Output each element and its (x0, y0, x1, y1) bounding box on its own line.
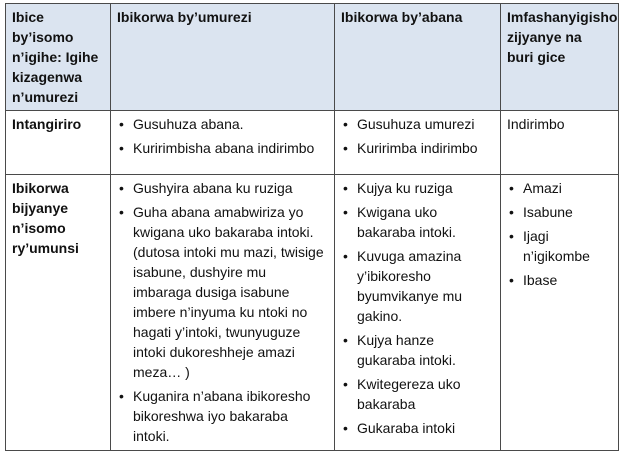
materials-list (507, 178, 612, 290)
learner-activities-list (341, 178, 494, 438)
list-item: • Guha abana amabwiriza yo kwigana uko bakaraba intoki. (dutosa intoki mu mazi, twisige isabune, dushyire mu imbaraga dusiga isabune imbere n’inyuma ku ntoki no hagati y’intoki, twunyuguze intoki dukoreshheje amazi meza… ) (117, 202, 328, 382)
teacher-activities-list (117, 178, 328, 446)
learner-activities-cell (335, 111, 501, 175)
table-header (6, 4, 619, 111)
stage-cell: Ibikorwa bijyanye n’isomo ry’umunsi (6, 175, 111, 451)
teacher-activities-cell (111, 175, 335, 451)
list-item: • Kwitegereza uko bakaraba (341, 374, 494, 414)
materials-cell (501, 175, 619, 451)
header-learner-activities: Ibikorwa by’abana (335, 4, 501, 111)
stage-cell: Intangiriro (6, 111, 111, 175)
list-item: • Kujya hanze gukaraba intoki. (341, 330, 494, 370)
table-row (6, 175, 619, 451)
list-item: • Ijagi n’igikombe (507, 226, 612, 266)
materials-cell: Indirimbo (501, 111, 619, 175)
list-item: • Kuganira n’abana ibikoresho bikoreshwa iyo bakaraba intoki. (117, 386, 328, 446)
header-materials: Imfashanyigisho zijyanye na buri gice (501, 4, 619, 111)
header-teacher-activities: Ibikorwa by’umurezi (111, 4, 335, 111)
teacher-activities-cell (111, 111, 335, 175)
list-item: • Kwigana uko bakaraba intoki. (341, 202, 494, 242)
list-item: • Kuririmba indirimbo (341, 138, 494, 158)
lesson-plan-table (5, 3, 619, 451)
learner-activities-list (341, 114, 494, 158)
list-item: • Isabune (507, 202, 612, 222)
list-item: • Ibase (507, 270, 612, 290)
learner-activities-cell (335, 175, 501, 451)
table-body (6, 111, 619, 451)
table-row (6, 111, 619, 175)
list-item: • Gushyira abana ku ruziga (117, 178, 328, 198)
list-item: • Gusuhuza abana. (117, 114, 328, 134)
header-stage: Ibice by’isomo n’igihe: Igihe kizagenwa n’umurezi (6, 4, 111, 111)
list-item: • Kujya ku ruziga (341, 178, 494, 198)
header-row (6, 4, 619, 111)
list-item: • Gukaraba intoki (341, 418, 494, 438)
list-item: • Amazi (507, 178, 612, 198)
list-item: • Kuvuga amazina y’ibikoresho byumvikanye mu gakino. (341, 246, 494, 326)
teacher-activities-list (117, 114, 328, 158)
list-item: • Gusuhuza umurezi (341, 114, 494, 134)
list-item: • Kuririmbisha abana indirimbo (117, 138, 328, 158)
